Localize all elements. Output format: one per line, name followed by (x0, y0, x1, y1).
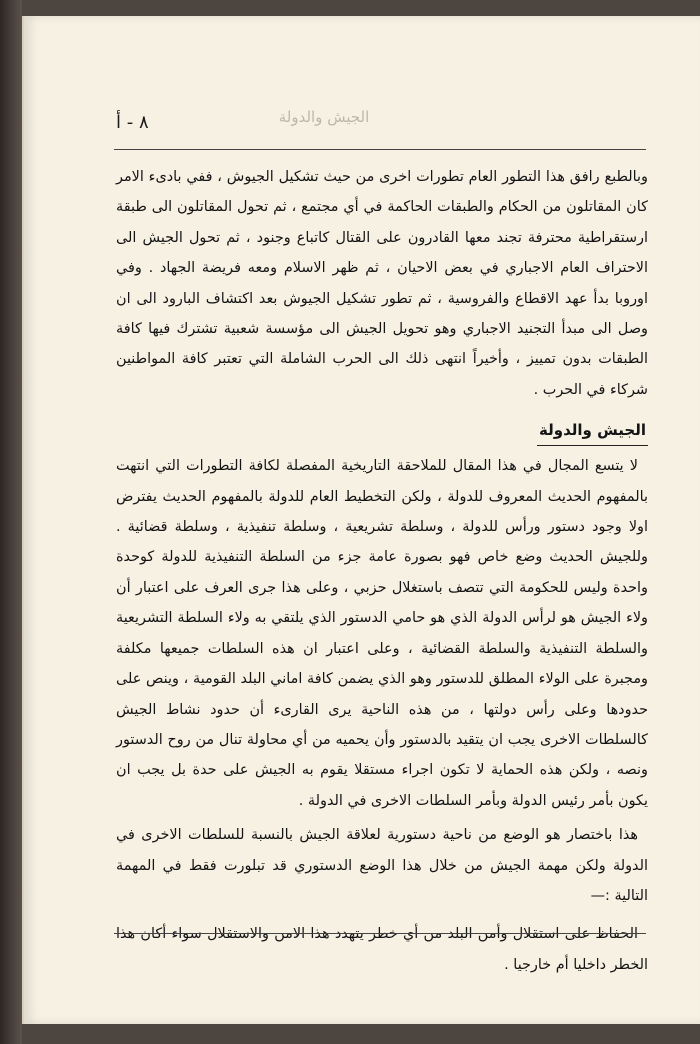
page-number: ٨ - أ (116, 112, 149, 133)
running-head-faded: الجيش والدولة (278, 108, 370, 126)
book-spine-shadow (0, 0, 22, 1044)
task-underline-rule (114, 933, 646, 934)
section-heading: الجيش والدولة (537, 415, 648, 446)
section-heading-row (116, 415, 648, 447)
header-rule (114, 149, 646, 150)
page-body (116, 162, 648, 980)
paragraph-army-evolution: وبالطبع رافق هذا التطور العام تطورات اخرى من حيث تشكيل الجيوش ، ففي بادىء الامر كان المقاتلون من الحكام والطبقات الحاكمة في أي مجتمع ، ثم تحول المقاتلون الى طبقة ارستقراطية محترفة تجند معها القادرون على القتال كاتباع وجنود ، ثم تحول الجيش الى الاحتراف العام الاجباري في بعض الاحيان ، ثم ظهر الاسلام ومعه فريضة الجهاد . وفي اوروبا بدأ عهد الاقطاع والفروسية ، ثم تطور تشكيل الجيوش بعد اكتشاف البارود الى ان وصل الى مبدأ التجنيد الاجباري وهو تحويل الجيش الى مؤسسة شعبية تشترك فيها كافة الطبقات بدون تمييز ، وأخيراً انتهى ذلك الى الحرب الشاملة التي تعتبر كافة المواطنين شركاء في الحرب . (116, 169, 648, 398)
paragraph-army-task: الحفاظ على استقلال وأمن البلد من أي خطر يتهدد هذا الامن والاستقلال سواء أكان هذا الخطر داخليا أم خارجيا . (116, 926, 648, 973)
book-page (22, 16, 700, 1024)
paragraph-constitutional-summary: هذا باختصار هو الوضع من ناحية دستورية لعلاقة الجيش بالنسبة للسلطات الاخرى في الدولة ولكن مهمة الجيش من خلال هذا الوضع الدستوري قد تبلورت فقط في المهمة التالية :— (116, 827, 648, 904)
paragraph-army-and-state: لا يتسع المجال في هذا المقال للملاحقة التاريخية المفصلة لكافة التطورات التي انتهت بالمفهوم الحديث المعروف للدولة ، ولكن التخطيط العام للدولة بالمفهوم الحديث يفترض اولا وجود دستور ورأس للدولة ، وسلطة تشريعية ، وسلطة تنفيذية ، وسلطة قضائية . وللجيش الحديث وضع خاص فهو بصورة عامة جزء من السلطة التنفيذية للدولة كوحدة واحدة وليس للحكومة التي تتصف باستغلال حزبي ، وعلى هذا جرى العرف على اعتبار أن ولاء الجيش هو لرأس الدولة الذي هو حامي الدستور الذي يلتقي به ولاء السلطة التشريعية والسلطة التنفيذية والسلطة القضائية ، وعلى اعتبار ان هذه السلطات جميعها مكلفة ومجبرة على الولاء المطلق للدستور وهو الذي يضمن كافة اماني البلد القومية ، وينص على حدودها وعلى رأس دولتها ، من هذه الناحية يرى القارىء أن حدود نشاط الجيش كالسلطات الاخرى يجب ان يتقيد بالدستور وأن يحميه من أي محاولة تنال من روح الدستور ونصه ، ولكن هذه الحماية لا تكون اجراء مستقلا يقوم به الجيش على حدة بل يجب ان يكون بأمر رئيس الدولة وبأمر السلطات الاخرى في الدولة . (116, 458, 648, 809)
